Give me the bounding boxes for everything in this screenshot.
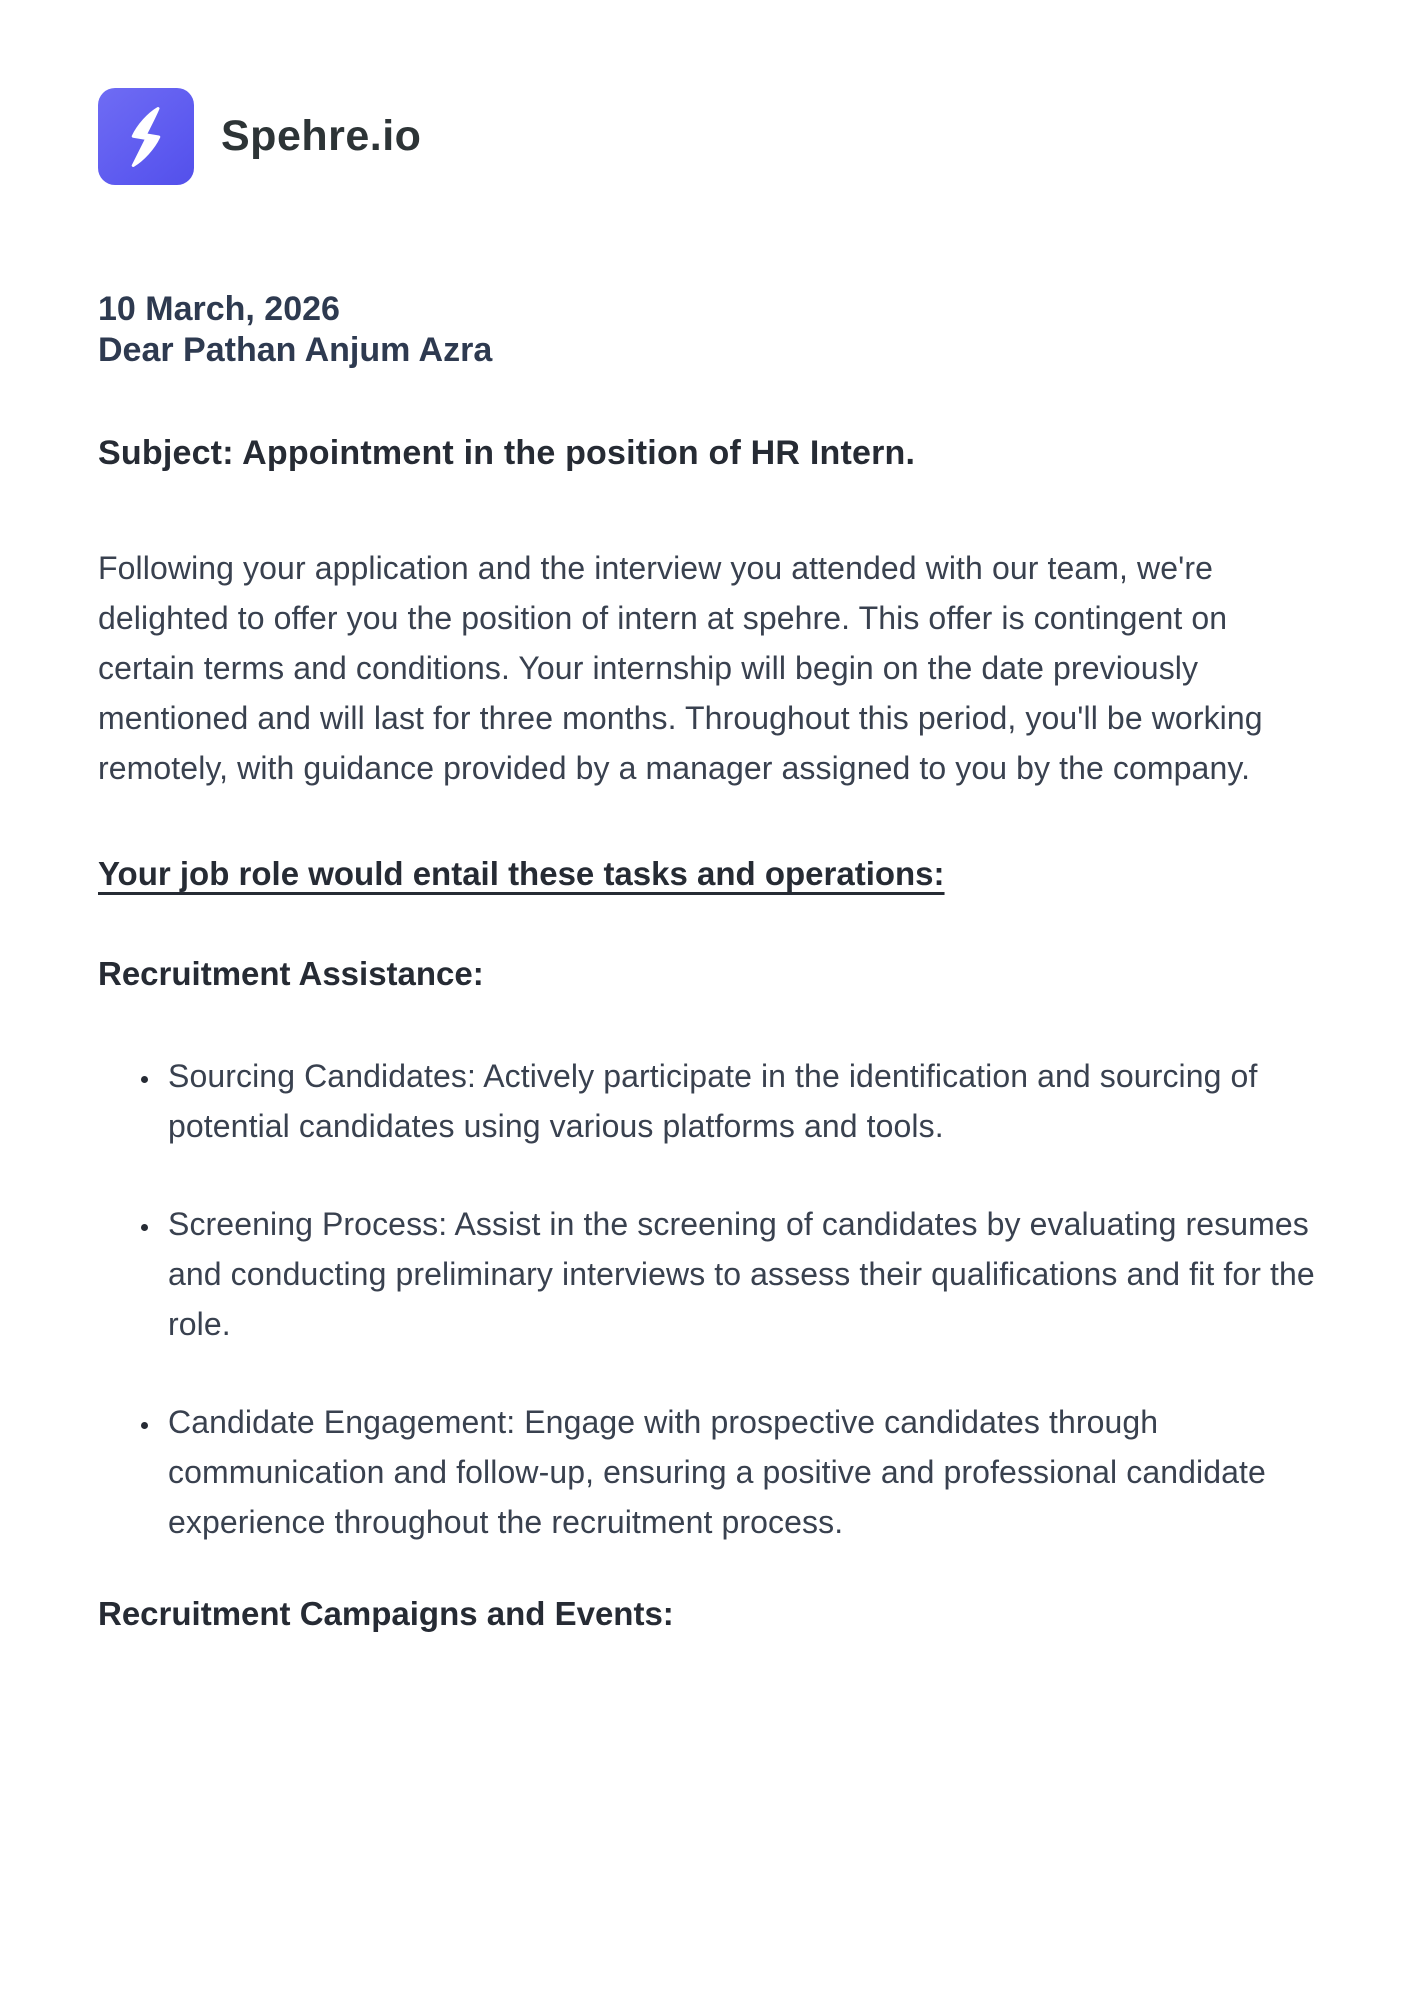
intro-paragraph: Following your application and the interview you attended with our team, we're delighted to offer you the position of intern at spehre. This offer is contingent on certain terms and conditions. Your internship will begin on the date previously mentioned and will last for three months. Throughout this period, you'll be working remotely, with guidance provided by a manager assigned to you by the company. <box>98 550 1263 786</box>
letter-greeting: Dear Pathan Anjum Azra <box>98 331 493 369</box>
list-item: • Sourcing Candidates: Actively participate in the identification and sourcing of potential candidates using various platforms and tools. <box>162 1051 1322 1151</box>
list-item: • Screening Process: Assist in the screening of candidates by evaluating resumes and conducting preliminary interviews to assess their qualifications and fit for the role. <box>162 1199 1322 1349</box>
list-item: • Candidate Engagement: Engage with prospective candidates through communication and follow-up, ensuring a positive and professional candidate experience throughout the recruitment process. <box>162 1397 1322 1547</box>
brand-header <box>98 88 1322 185</box>
letter-date: 10 March, 2026 <box>98 290 340 328</box>
section-title-recruitment-assistance: Recruitment Assistance: <box>98 955 484 992</box>
tasks-heading: Your job role would entail these tasks and operations: <box>98 855 945 892</box>
spehre-logo <box>98 88 194 185</box>
recruitment-assistance-list <box>98 1051 1322 1547</box>
section-title-recruitment-campaigns: Recruitment Campaigns and Events: <box>98 1595 674 1632</box>
s-bolt-icon <box>110 99 182 175</box>
subject-line: Subject: Appointment in the position of HR Intern. <box>98 434 916 472</box>
brand-name: Spehre.io <box>221 112 422 160</box>
date-greeting-block <box>98 289 1322 371</box>
